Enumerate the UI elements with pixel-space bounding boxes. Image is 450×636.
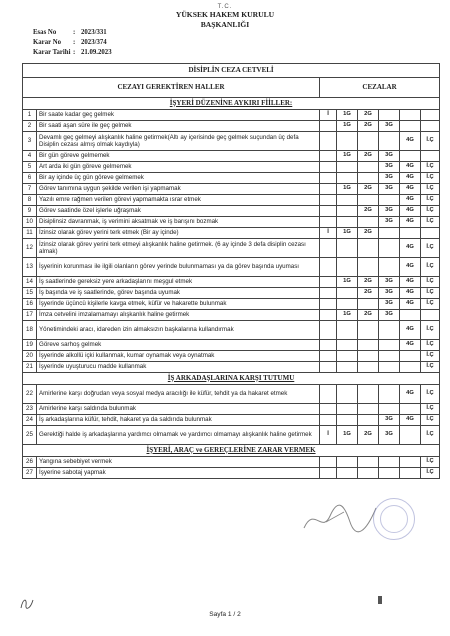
penalty-cell	[400, 404, 421, 415]
penalty-cell	[337, 132, 358, 151]
row-number: 3	[23, 132, 37, 151]
penalty-cell: 1G	[337, 121, 358, 132]
penalty-cell	[379, 321, 400, 340]
tarih-row	[33, 48, 112, 58]
penalty-cell	[320, 351, 337, 362]
row-number: 1	[23, 110, 37, 121]
row-number: 20	[23, 351, 37, 362]
penalty-cell	[320, 340, 337, 351]
page-number: Sayfa 1 / 2	[209, 611, 241, 618]
offense-text: Görev tanımına uygun şekilde verilen işi yapmamak	[37, 184, 320, 195]
table-row	[23, 184, 440, 195]
penalty-cell	[358, 362, 379, 373]
handwritten-initial	[19, 596, 35, 612]
penalty-cell	[400, 121, 421, 132]
section-title: İŞYERİ, ARAÇ ve GEREÇLERİNE ZARAR VERMEK	[23, 445, 440, 457]
penalty-cell: 4G	[400, 239, 421, 258]
table-row	[23, 310, 440, 321]
penalty-cell: 3G	[379, 151, 400, 162]
section-row	[23, 98, 440, 110]
penalty-cell	[337, 385, 358, 404]
row-number: 10	[23, 217, 37, 228]
penalty-cell: 4G	[400, 258, 421, 277]
penalty-cell	[320, 288, 337, 299]
penalty-cell	[320, 310, 337, 321]
penalty-cell: 4G	[400, 288, 421, 299]
penalty-cell	[320, 239, 337, 258]
karar-row	[33, 38, 112, 48]
table-header-row	[23, 78, 440, 98]
row-number: 12	[23, 239, 37, 258]
penalty-cell: 3G	[379, 184, 400, 195]
offense-text: Disiplinsiz davranmak, iş verimini aksatmak ve iş barışını bozmak	[37, 217, 320, 228]
discipline-table	[22, 63, 440, 479]
row-number: 23	[23, 404, 37, 415]
tarih-label: Karar Tarihi	[33, 49, 71, 56]
penalty-cell: İ.Ç	[421, 162, 440, 173]
penalty-cell: 4G	[400, 184, 421, 195]
penalty-cell: 4G	[400, 195, 421, 206]
penalty-cell	[320, 468, 337, 479]
penalty-cell: 4G	[400, 415, 421, 426]
penalty-cell	[358, 415, 379, 426]
penalty-cell	[358, 132, 379, 151]
row-number: 26	[23, 457, 37, 468]
penalty-cell	[379, 110, 400, 121]
penalty-cell: İ.Ç	[421, 321, 440, 340]
penalty-cell: 4G	[400, 162, 421, 173]
penalty-cell: 4G	[400, 385, 421, 404]
penalty-cell: İ.Ç	[421, 217, 440, 228]
penalty-cell	[320, 195, 337, 206]
penalty-cell	[358, 162, 379, 173]
penalty-cell: 3G	[379, 217, 400, 228]
penalty-cell: 2G	[358, 426, 379, 445]
penalty-cell: İ	[320, 426, 337, 445]
penalty-cell	[358, 321, 379, 340]
penalty-cell: 3G	[379, 415, 400, 426]
row-number: 19	[23, 340, 37, 351]
penalty-cell: İ.Ç	[421, 385, 440, 404]
penalty-cell	[320, 385, 337, 404]
offense-text: İşyerinin korunması ile ilgili olanların görev yerinde bulunmaması ya da görev başında uyuması	[37, 258, 320, 277]
table-row	[23, 217, 440, 228]
penalty-cell	[337, 351, 358, 362]
penalty-cell: 1G	[337, 310, 358, 321]
row-number: 18	[23, 321, 37, 340]
penalty-cell	[337, 457, 358, 468]
penalty-cell	[320, 404, 337, 415]
row-number: 11	[23, 228, 37, 239]
penalty-cell	[320, 132, 337, 151]
penalty-cell: İ.Ç	[421, 173, 440, 184]
penalty-cell	[337, 288, 358, 299]
penalty-cell	[379, 239, 400, 258]
penalty-cell	[320, 299, 337, 310]
penalty-cell	[379, 362, 400, 373]
offense-text: İş arkadaşlarına küfür, tehdit, hakaret ya da saldırıda bulunmak	[37, 415, 320, 426]
table-row	[23, 404, 440, 415]
tarih-value: 21.09.2023	[81, 49, 112, 56]
penalty-cell: İ.Ç	[421, 351, 440, 362]
penalty-cell: 2G	[358, 151, 379, 162]
penalty-cell: İ.Ç	[421, 457, 440, 468]
penalty-cell	[358, 457, 379, 468]
row-number: 2	[23, 121, 37, 132]
penalty-cell: 4G	[400, 132, 421, 151]
offense-text: Amirlerine karşı doğrudan veya sosyal medya aracılığı ile küfür, tehdit ya da hakaret etmek	[37, 385, 320, 404]
offense-text: Amirlerine karşı saldırıda bulunmak	[37, 404, 320, 415]
penalty-cell	[320, 206, 337, 217]
penalty-cell	[358, 239, 379, 258]
esas-row	[33, 28, 112, 38]
penalty-cell	[320, 151, 337, 162]
penalty-cell	[358, 468, 379, 479]
penalty-cell	[337, 404, 358, 415]
penalty-cell: 4G	[400, 299, 421, 310]
penalty-cell	[379, 195, 400, 206]
penalty-cell: 3G	[379, 426, 400, 445]
table-row	[23, 415, 440, 426]
penalty-cell	[337, 195, 358, 206]
table-row	[23, 299, 440, 310]
row-number: 7	[23, 184, 37, 195]
table-row	[23, 321, 440, 340]
offense-text: Devamlı geç gelmeyi alışkanlık haline getirmek(Altı ay içerisinde geç gelmek suçundan üç defa Disiplin cezası almış olmak kaydıyla)	[37, 132, 320, 151]
penalty-cell: 4G	[400, 340, 421, 351]
penalty-cell: 2G	[358, 121, 379, 132]
penalty-cell: 3G	[379, 288, 400, 299]
row-number: 24	[23, 415, 37, 426]
penalty-cell	[421, 310, 440, 321]
penalty-cell	[400, 362, 421, 373]
penalty-cell	[379, 351, 400, 362]
penalty-cell: İ.Ç	[421, 277, 440, 288]
penalty-cell	[358, 217, 379, 228]
table-row	[23, 132, 440, 151]
penalty-cell	[320, 362, 337, 373]
penalty-cell: 3G	[379, 310, 400, 321]
section-row	[23, 445, 440, 457]
document-header	[0, 4, 450, 30]
penalty-cell: 2G	[358, 206, 379, 217]
penalty-cell: İ.Ç	[421, 206, 440, 217]
penalty-cell: 1G	[337, 184, 358, 195]
penalty-cell: 3G	[379, 299, 400, 310]
row-number: 13	[23, 258, 37, 277]
penalty-cell: İ	[320, 110, 337, 121]
penalty-cell	[400, 351, 421, 362]
offense-text: Art arda iki gün göreve gelmemek	[37, 162, 320, 173]
penalty-cell: 3G	[379, 206, 400, 217]
offense-text: Yazılı emre rağmen verilen görevi yapmamakta ısrar etmek	[37, 195, 320, 206]
penalty-cell	[320, 217, 337, 228]
row-number: 27	[23, 468, 37, 479]
penalty-cell: İ.Ç	[421, 132, 440, 151]
penalty-cell	[400, 110, 421, 121]
header-top-mark: T.C.	[217, 4, 233, 10]
penalty-cell: 2G	[358, 288, 379, 299]
penalty-cell: 2G	[358, 228, 379, 239]
table-row	[23, 121, 440, 132]
offense-text: Bir saate kadar geç gelmek	[37, 110, 320, 121]
penalty-cell	[337, 299, 358, 310]
section-title: İŞYERİ DÜZENİNE AYKIRI FİİLLER:	[23, 98, 440, 110]
penalty-cell	[379, 404, 400, 415]
table-title: DİSİPLİN CEZA CETVELİ	[23, 64, 440, 78]
row-number: 5	[23, 162, 37, 173]
penalty-cell	[337, 258, 358, 277]
org-name-line1: YÜKSEK HAKEM KURULU	[175, 10, 275, 19]
row-number: 14	[23, 277, 37, 288]
penalty-cell	[379, 385, 400, 404]
offense-text: Görev saatinde özel işlerle uğraşmak	[37, 206, 320, 217]
penalty-cell	[358, 195, 379, 206]
penalty-cell	[400, 457, 421, 468]
offense-text: İşyerinde alkollü içki kullanmak, kumar oynamak veya oynatmak	[37, 351, 320, 362]
case-info	[33, 28, 112, 58]
penalty-cell	[358, 351, 379, 362]
penalty-cell	[379, 132, 400, 151]
offense-text: Gerektiği halde iş arkadaşlarına yardımcı olmamak ve yardımcı olmamayı alışkanlık haline getirmek	[37, 426, 320, 445]
penalty-cell: İ.Ç	[421, 362, 440, 373]
penalty-cell: İ.Ç	[421, 468, 440, 479]
table-title-row	[23, 64, 440, 78]
offense-text: Bir gün göreve gelmemek	[37, 151, 320, 162]
penalty-cell	[379, 457, 400, 468]
penalty-cell	[358, 299, 379, 310]
offense-text: Yangına sebebiyet vermek	[37, 457, 320, 468]
row-number: 21	[23, 362, 37, 373]
penalty-cell	[379, 340, 400, 351]
penalty-cell	[337, 217, 358, 228]
official-stamp-inner	[380, 505, 408, 533]
penalty-cell	[337, 173, 358, 184]
penalty-cell	[320, 162, 337, 173]
penalty-cell	[379, 468, 400, 479]
penalty-cell	[421, 110, 440, 121]
section-title: İŞ ARKADAŞLARINA KARŞI TUTUMU	[23, 373, 440, 385]
table-row	[23, 426, 440, 445]
penalty-cell	[337, 239, 358, 258]
column-header-offenses: CEZAYI GEREKTİREN HALLER	[23, 78, 320, 98]
offense-text: İşyerine sabotaj yapmak	[37, 468, 320, 479]
esas-sep: :	[73, 29, 76, 36]
org-name-line2: BAŞKANLIĞI	[200, 20, 250, 29]
offense-text: İmza cetvelini imzalamamayı alışkanlık haline getirmek	[37, 310, 320, 321]
penalty-cell: 3G	[379, 121, 400, 132]
offense-text: Yönetimindeki aracı, idareden izin almaksızın başkalarına kullandırmak	[37, 321, 320, 340]
penalty-cell: 3G	[379, 162, 400, 173]
row-number: 15	[23, 288, 37, 299]
penalty-cell: İ.Ç	[421, 415, 440, 426]
penalty-cell: 4G	[400, 173, 421, 184]
penalty-cell: 2G	[358, 310, 379, 321]
penalty-cell: İ.Ç	[421, 299, 440, 310]
penalty-cell	[320, 415, 337, 426]
penalty-cell: İ.Ç	[421, 195, 440, 206]
offense-text: Göreve sarhoş gelmek	[37, 340, 320, 351]
table-row	[23, 288, 440, 299]
penalty-cell	[337, 206, 358, 217]
penalty-cell: 2G	[358, 110, 379, 121]
penalty-cell: İ.Ç	[421, 258, 440, 277]
esas-label: Esas No	[33, 29, 57, 36]
karar-value: 2023/374	[81, 39, 107, 46]
penalty-cell	[358, 404, 379, 415]
margin-tick	[378, 596, 382, 604]
offense-text: İş saatlerinde gereksiz yere arkadaşlarını meşgul etmek	[37, 277, 320, 288]
penalty-cell	[337, 162, 358, 173]
offense-text: İzinsiz olarak görev yerini terk etmek (Bir ay içinde)	[37, 228, 320, 239]
penalty-cell: 1G	[337, 110, 358, 121]
penalty-cell	[421, 151, 440, 162]
row-number: 17	[23, 310, 37, 321]
penalty-cell: 2G	[358, 184, 379, 195]
table-row	[23, 385, 440, 404]
penalty-cell	[320, 184, 337, 195]
penalty-cell	[379, 258, 400, 277]
table-row	[23, 340, 440, 351]
offense-text: İşyerinde üçüncü kişilerle kavga etmek, küfür ve hakarette bulunmak	[37, 299, 320, 310]
row-number: 6	[23, 173, 37, 184]
offense-text: Bir ay içinde üç gün göreve gelmemek	[37, 173, 320, 184]
penalty-cell: 1G	[337, 228, 358, 239]
table-row	[23, 173, 440, 184]
penalty-cell	[400, 228, 421, 239]
offense-text: İşyerinde uyuşturucu madde kullanmak	[37, 362, 320, 373]
penalty-cell	[421, 121, 440, 132]
penalty-cell	[421, 228, 440, 239]
esas-value: 2023/331	[81, 29, 107, 36]
table-row	[23, 239, 440, 258]
offense-text: İzinsiz olarak görev yerini terk etmeyi alışkanlık haline getirmek. (6 ay içinde 3 defa disiplin cezası almak)	[37, 239, 320, 258]
penalty-cell	[358, 385, 379, 404]
penalty-cell: 1G	[337, 426, 358, 445]
penalty-cell	[337, 321, 358, 340]
penalty-cell	[379, 228, 400, 239]
row-number: 9	[23, 206, 37, 217]
table-row	[23, 351, 440, 362]
penalty-cell: 1G	[337, 277, 358, 288]
row-number: 22	[23, 385, 37, 404]
penalty-cell: 1G	[337, 151, 358, 162]
penalty-cell	[358, 340, 379, 351]
penalty-cell	[400, 468, 421, 479]
row-number: 8	[23, 195, 37, 206]
karar-sep: :	[73, 39, 76, 46]
penalty-cell: İ	[320, 228, 337, 239]
table-row	[23, 362, 440, 373]
table-row	[23, 206, 440, 217]
table-row	[23, 457, 440, 468]
penalty-cell	[320, 121, 337, 132]
signature-scribble	[300, 498, 380, 538]
penalty-cell: 4G	[400, 277, 421, 288]
penalty-cell	[400, 151, 421, 162]
penalty-cell	[337, 362, 358, 373]
penalty-cell	[320, 258, 337, 277]
column-header-penalties: CEZALAR	[320, 78, 440, 98]
penalty-cell: İ.Ç	[421, 426, 440, 445]
penalty-cell	[337, 340, 358, 351]
tarih-sep: :	[73, 49, 76, 56]
karar-label: Karar No	[33, 39, 62, 46]
row-number: 4	[23, 151, 37, 162]
penalty-cell: İ.Ç	[421, 288, 440, 299]
penalty-cell	[320, 321, 337, 340]
penalty-cell: 3G	[379, 173, 400, 184]
penalty-cell	[358, 258, 379, 277]
table-row	[23, 468, 440, 479]
penalty-cell	[337, 468, 358, 479]
penalty-cell	[337, 415, 358, 426]
row-number: 16	[23, 299, 37, 310]
penalty-cell	[320, 277, 337, 288]
table-row	[23, 110, 440, 121]
penalty-cell: 3G	[379, 277, 400, 288]
penalty-cell: 4G	[400, 321, 421, 340]
penalty-cell: 4G	[400, 206, 421, 217]
table-row	[23, 151, 440, 162]
penalty-cell: İ.Ç	[421, 404, 440, 415]
penalty-cell	[320, 173, 337, 184]
penalty-cell: 4G	[400, 217, 421, 228]
penalty-cell: İ.Ç	[421, 239, 440, 258]
penalty-cell: 2G	[358, 277, 379, 288]
penalty-cell: İ.Ç	[421, 184, 440, 195]
penalty-cell: İ.Ç	[421, 340, 440, 351]
section-row	[23, 373, 440, 385]
offense-text: Bir saati aşan süre ile geç gelmek	[37, 121, 320, 132]
penalty-cell	[400, 310, 421, 321]
offense-text: İş başında ve iş saatlerinde, görev başında uyumak	[37, 288, 320, 299]
table-row	[23, 258, 440, 277]
penalty-cell	[358, 173, 379, 184]
table-row	[23, 228, 440, 239]
table-row	[23, 162, 440, 173]
table-row	[23, 277, 440, 288]
penalty-cell	[320, 457, 337, 468]
row-number: 25	[23, 426, 37, 445]
penalty-cell	[400, 426, 421, 445]
table-row	[23, 195, 440, 206]
